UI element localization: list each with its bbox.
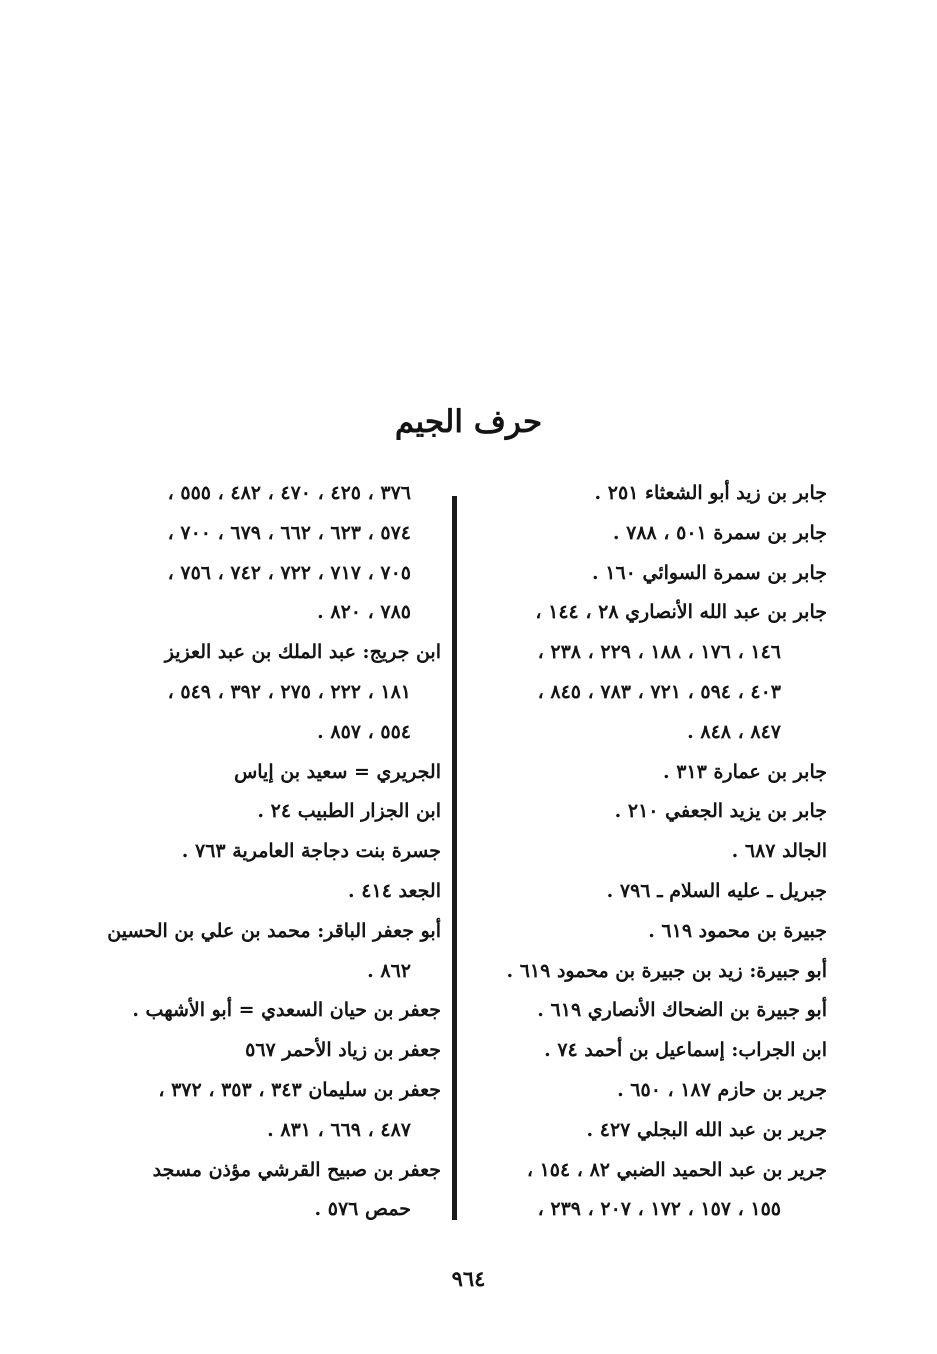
index-entry-continuation: ١٨١ ، ٢٢٢ ، ٢٧٥ ، ٣٩٢ ، ٥٤٩ ، — [167, 680, 411, 703]
index-entry-continuation: ٥٧٤ ، ٦٢٣ ، ٦٦٢ ، ٦٧٩ ، ٧٠٠ ، — [167, 521, 411, 544]
index-entry: ابن الجراب: إسماعيل بن أحمد ٧٤ . — [544, 1039, 827, 1062]
index-entry: جسرة بنت دجاجة العامرية ٧٦٣ . — [181, 840, 441, 863]
index-entry-continuation: ٣٧٦ ، ٤٢٥ ، ٤٧٠ ، ٤٨٢ ، ٥٥٥ ، — [167, 482, 411, 504]
index-entry: أبو جبيرة بن الضحاك الأنصاري ٦١٩ . — [537, 999, 827, 1022]
index-entry-continuation: ٤٨٧ ، ٦٦٩ ، ٨٣١ . — [267, 1118, 411, 1141]
index-entry: جابر بن سمرة ٥٠١ ، ٧٨٨ . — [612, 521, 827, 544]
index-entry: جعفر بن حيان السعدي = أبو الأشهب . — [132, 999, 441, 1022]
index-entry: الجريري = سعيد بن إياس — [234, 760, 441, 783]
index-entry-continuation: ٤٠٣ ، ٥٩٤ ، ٧٢١ ، ٧٨٣ ، ٨٤٥ ، — [537, 680, 781, 703]
index-entry-continuation: ١٤٦ ، ١٧٦ ، ١٨٨ ، ٢٢٩ ، ٢٣٨ ، — [537, 641, 781, 664]
index-entry: جابر بن عبد الله الأنصاري ٢٨ ، ١٤٤ ، — [535, 601, 827, 624]
index-entry: جرير بن عبد الحميد الضبي ٨٢ ، ١٥٤ ، — [526, 1158, 827, 1181]
index-entry: جابر بن عمارة ٣١٣ . — [662, 760, 827, 783]
index-entry-continuation: ٨٦٢ . — [367, 959, 411, 982]
index-entry: جرير بن عبد الله البجلي ٤٢٧ . — [586, 1118, 827, 1141]
index-entry: أبو جعفر الباقر: محمد بن علي بن الحسين — [107, 919, 441, 942]
index-entry: أبو جبيرة: زيد بن جبيرة بن محمود ٦١٩ . — [506, 959, 827, 982]
index-entry-continuation: ٧٠٥ ، ٧١٧ ، ٧٢٢ ، ٧٤٢ ، ٧٥٦ ، — [167, 561, 411, 584]
index-entry: جبيرة بن محمود ٦١٩ . — [648, 919, 827, 942]
index-entry-continuation: حمص ٥٧٦ . — [314, 1198, 411, 1221]
index-entry-continuation: ٧٨٥ ، ٨٢٠ . — [317, 601, 411, 624]
page-title: حرف الجيم — [394, 404, 543, 440]
index-entry: جرير بن حازم ١٨٧ ، ٦٥٠ . — [617, 1078, 827, 1101]
column-divider — [452, 496, 457, 1220]
index-entry: جابر بن يزيد الجعفي ٢١٠ . — [614, 800, 827, 823]
index-entry: ابن الجزار الطبيب ٢٤ . — [257, 800, 441, 823]
index-entry-continuation: ٥٥٤ ، ٨٥٧ . — [317, 720, 411, 743]
index-entry-continuation: ١٥٥ ، ١٥٧ ، ١٧٢ ، ٢٠٧ ، ٢٣٩ ، — [537, 1198, 781, 1221]
index-entry: جابر بن زيد أبو الشعثاء ٢٥١ . — [594, 482, 827, 504]
index-column-right — [482, 474, 827, 1230]
index-entry: جابر بن سمرة السوائي ١٦٠ . — [592, 561, 827, 584]
index-entry: ابن جريج: عبد الملك بن عبد العزيز — [164, 641, 441, 664]
page-number: ٩٦٤ — [451, 1266, 486, 1291]
index-entry-continuation: ٨٤٧ ، ٨٤٨ . — [687, 720, 781, 743]
index-column-left — [86, 474, 441, 1230]
index-entry: الجعد ٤١٤ . — [348, 879, 441, 902]
index-entry: جعفر بن سليمان ٣٤٣ ، ٣٥٣ ، ٣٧٢ ، — [158, 1078, 441, 1101]
index-entry: جعفر بن صبيح القرشي مؤذن مسجد — [152, 1158, 441, 1181]
index-entry: الجالد ٦٨٧ . — [731, 840, 827, 863]
index-entry: جعفر بن زياد الأحمر ٥٦٧ — [245, 1039, 441, 1062]
index-entry: جبريل ـ عليه السلام ـ ٧٩٦ . — [606, 879, 827, 902]
